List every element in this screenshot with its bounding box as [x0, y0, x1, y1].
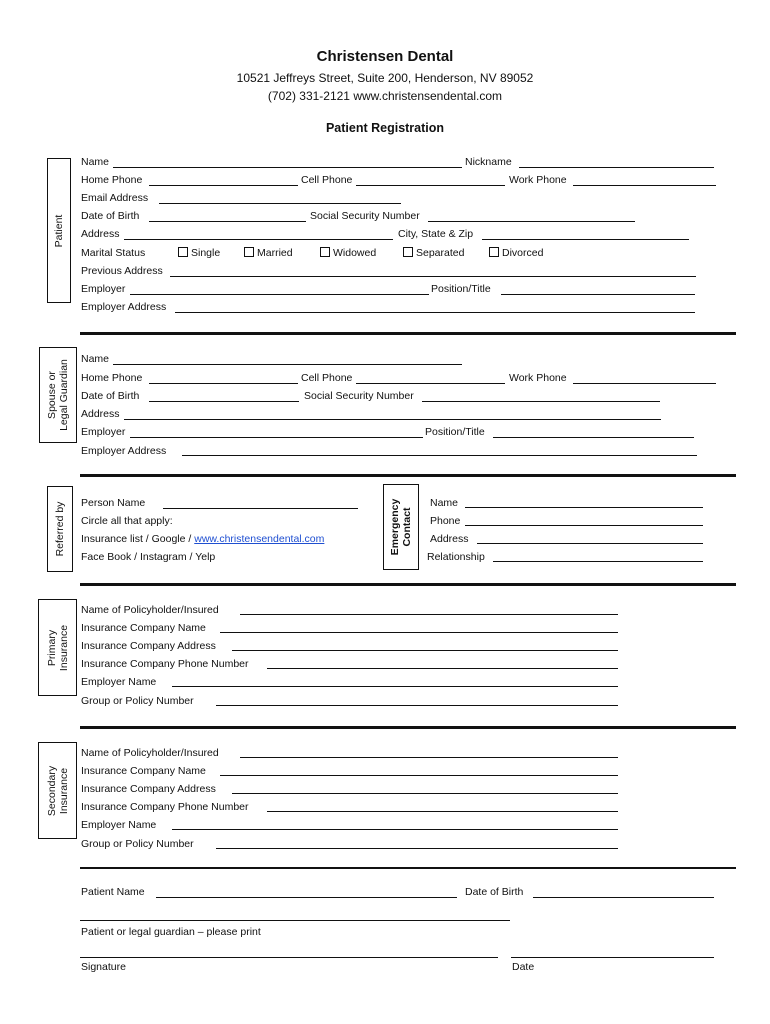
- patient-cell-phone-field[interactable]: [356, 185, 505, 186]
- spouse-address-field[interactable]: [124, 419, 661, 420]
- section-divider: [80, 332, 736, 335]
- checkbox-icon: [403, 247, 413, 257]
- referred-section-label: [47, 486, 73, 572]
- referred-person-label: Person Name: [81, 497, 146, 509]
- secondary-employer-label: Employer Name: [81, 819, 157, 831]
- spouse-address-label: Address: [81, 408, 120, 420]
- form-title: Patient Registration: [325, 121, 445, 135]
- print-note-label: Patient or legal guardian – please print: [81, 926, 261, 938]
- patient-previous-address-label: Previous Address: [81, 265, 163, 277]
- marital-status-label: Marital Status: [81, 247, 146, 259]
- checkbox-icon: [178, 247, 188, 257]
- marital-widowed-label: Widowed: [333, 247, 377, 259]
- secondary-company-name-label: Insurance Company Name: [81, 765, 206, 777]
- patient-dob-label: Date of Birth: [81, 210, 140, 222]
- patient-name-field[interactable]: [113, 167, 462, 168]
- secondary-section-label: [38, 742, 77, 839]
- patient-employer-label: Employer: [81, 283, 126, 295]
- primary-group-field[interactable]: [216, 705, 618, 706]
- primary-employer-label: Employer Name: [81, 676, 157, 688]
- marital-single-label: Single: [191, 247, 221, 259]
- patient-position-field[interactable]: [501, 294, 695, 295]
- primary-policyholder-label: Name of Policyholder/Insured: [81, 604, 219, 616]
- patient-nickname-field[interactable]: [519, 167, 714, 168]
- spouse-name-label: Name: [81, 353, 110, 365]
- patient-dob-field[interactable]: [149, 221, 306, 222]
- section-divider: [80, 726, 736, 729]
- spouse-employer-address-label: Employer Address: [81, 445, 167, 457]
- primary-company-address-label: Insurance Company Address: [81, 640, 216, 652]
- referred-label-text: Referred by: [54, 501, 66, 557]
- spouse-home-phone-field[interactable]: [149, 383, 298, 384]
- patient-cell-phone-label: Cell Phone: [301, 174, 353, 186]
- emergency-label-text: [389, 499, 413, 556]
- patient-address-field[interactable]: [124, 239, 393, 240]
- marital-widowed-checkbox[interactable]: [320, 247, 376, 260]
- print-name-field[interactable]: [80, 920, 510, 921]
- secondary-company-phone-field[interactable]: [267, 811, 618, 812]
- patient-name-label: Name: [81, 156, 110, 168]
- primary-label-text: [46, 624, 70, 670]
- emergency-address-label: Address: [430, 533, 469, 545]
- primary-company-name-label: Insurance Company Name: [81, 622, 206, 634]
- secondary-label-line2: Insurance: [57, 767, 70, 814]
- spouse-cell-phone-field[interactable]: [356, 383, 505, 384]
- referral-sources: [81, 533, 324, 546]
- signature-date-field[interactable]: [511, 957, 714, 958]
- patient-employer-address-label: Employer Address: [81, 301, 167, 313]
- primary-label-line2: Insurance: [57, 624, 70, 671]
- patient-email-label: Email Address: [81, 192, 149, 204]
- primary-company-phone-label: Insurance Company Phone Number: [81, 658, 249, 670]
- secondary-group-field[interactable]: [216, 848, 618, 849]
- secondary-label-line1: Secondary: [45, 765, 58, 816]
- patient-city-field[interactable]: [482, 239, 689, 240]
- checkbox-icon: [244, 247, 254, 257]
- practice-name: Christensen Dental: [316, 48, 454, 65]
- patient-section-label: [47, 158, 71, 303]
- emergency-label-line1: Emergency: [389, 498, 401, 556]
- patient-home-phone-field[interactable]: [149, 185, 298, 186]
- primary-company-address-field[interactable]: [232, 650, 618, 651]
- secondary-company-phone-label: Insurance Company Phone Number: [81, 801, 249, 813]
- primary-group-label: Group or Policy Number: [81, 695, 194, 707]
- spouse-work-phone-label: Work Phone: [509, 372, 567, 384]
- spouse-name-field[interactable]: [113, 364, 462, 365]
- secondary-policyholder-label: Name of Policyholder/Insured: [81, 747, 219, 759]
- circle-all-label: Circle all that apply:: [81, 515, 173, 527]
- primary-section-label: [38, 599, 77, 696]
- spouse-label-line2: Legal Guardian: [58, 359, 70, 431]
- primary-label-line1: Primary: [45, 629, 58, 666]
- marital-married-checkbox[interactable]: [244, 247, 293, 260]
- marital-divorced-checkbox[interactable]: [489, 247, 543, 260]
- section-divider: [80, 474, 736, 477]
- emergency-phone-label: Phone: [430, 515, 461, 527]
- section-divider: [80, 867, 736, 869]
- patient-work-phone-field[interactable]: [573, 185, 716, 186]
- emergency-relationship-field[interactable]: [493, 561, 703, 562]
- patient-city-label: City, State & Zip: [398, 228, 474, 240]
- spouse-employer-field[interactable]: [130, 437, 423, 438]
- checkbox-icon: [320, 247, 330, 257]
- primary-company-name-field[interactable]: [220, 632, 618, 633]
- insurance-list-text: Insurance list / Google /: [81, 533, 195, 545]
- spouse-dob-field[interactable]: [149, 401, 299, 402]
- referred-person-field[interactable]: [163, 508, 358, 509]
- footer-dob-field[interactable]: [533, 897, 714, 898]
- secondary-group-label: Group or Policy Number: [81, 838, 194, 850]
- spouse-dob-label: Date of Birth: [81, 390, 140, 402]
- signature-date-label: Date: [512, 961, 535, 973]
- practice-address: 10521 Jeffreys Street, Suite 200, Henderson, NV 89052: [236, 71, 534, 85]
- emergency-section-label: [383, 484, 419, 570]
- section-divider: [80, 583, 736, 586]
- patient-position-label: Position/Title: [431, 283, 491, 295]
- emergency-label-line2: Contact: [401, 507, 413, 547]
- spouse-home-phone-label: Home Phone: [81, 372, 143, 384]
- practice-contact: (702) 331-2121 www.christensendental.com: [267, 89, 503, 103]
- spouse-label-line1: Spouse or: [46, 371, 58, 419]
- footer-patient-name-field[interactable]: [156, 897, 457, 898]
- website-link[interactable]: www.christensendental.com: [194, 533, 325, 545]
- patient-previous-address-field[interactable]: [170, 276, 696, 277]
- marital-divorced-label: Divorced: [502, 247, 544, 259]
- marital-married-label: Married: [257, 247, 293, 259]
- spouse-label-text: [46, 359, 70, 431]
- marital-separated-checkbox[interactable]: [403, 247, 464, 260]
- spouse-employer-address-field[interactable]: [182, 455, 697, 456]
- marital-separated-label: Separated: [416, 247, 465, 259]
- patient-home-phone-label: Home Phone: [81, 174, 143, 186]
- secondary-employer-field[interactable]: [172, 829, 618, 830]
- patient-employer-field[interactable]: [130, 294, 429, 295]
- patient-ssn-label: Social Security Number: [310, 210, 420, 222]
- primary-company-phone-field[interactable]: [267, 668, 618, 669]
- emergency-name-label: Name: [430, 497, 459, 509]
- secondary-label-text: [46, 765, 70, 815]
- spouse-employer-label: Employer: [81, 426, 126, 438]
- footer-patient-name-label: Patient Name: [81, 886, 145, 898]
- secondary-company-name-field[interactable]: [220, 775, 618, 776]
- spouse-position-label: Position/Title: [425, 426, 485, 438]
- primary-policyholder-field[interactable]: [240, 614, 618, 615]
- spouse-section-label: [39, 347, 77, 443]
- emergency-relationship-label: Relationship: [427, 551, 485, 563]
- spouse-position-field[interactable]: [493, 437, 694, 438]
- emergency-address-field[interactable]: [477, 543, 703, 544]
- emergency-phone-field[interactable]: [465, 525, 703, 526]
- patient-nickname-label: Nickname: [465, 156, 512, 168]
- secondary-company-address-label: Insurance Company Address: [81, 783, 216, 795]
- spouse-work-phone-field[interactable]: [573, 383, 716, 384]
- patient-employer-address-field[interactable]: [175, 312, 695, 313]
- patient-ssn-field[interactable]: [428, 221, 635, 222]
- spouse-ssn-field[interactable]: [422, 401, 660, 402]
- secondary-policyholder-field[interactable]: [240, 757, 618, 758]
- secondary-company-address-field[interactable]: [232, 793, 618, 794]
- social-sources-text: Face Book / Instagram / Yelp: [81, 551, 216, 563]
- spouse-ssn-label: Social Security Number: [304, 390, 414, 402]
- patient-label-text: Patient: [53, 214, 65, 247]
- signature-label: Signature: [81, 961, 126, 973]
- footer-dob-label: Date of Birth: [465, 886, 524, 898]
- patient-email-field[interactable]: [159, 203, 401, 204]
- primary-employer-field[interactable]: [172, 686, 618, 687]
- signature-field[interactable]: [80, 957, 498, 958]
- marital-single-checkbox[interactable]: [178, 247, 220, 260]
- spouse-cell-phone-label: Cell Phone: [301, 372, 353, 384]
- patient-work-phone-label: Work Phone: [509, 174, 567, 186]
- patient-address-label: Address: [81, 228, 120, 240]
- checkbox-icon: [489, 247, 499, 257]
- emergency-name-field[interactable]: [465, 507, 703, 508]
